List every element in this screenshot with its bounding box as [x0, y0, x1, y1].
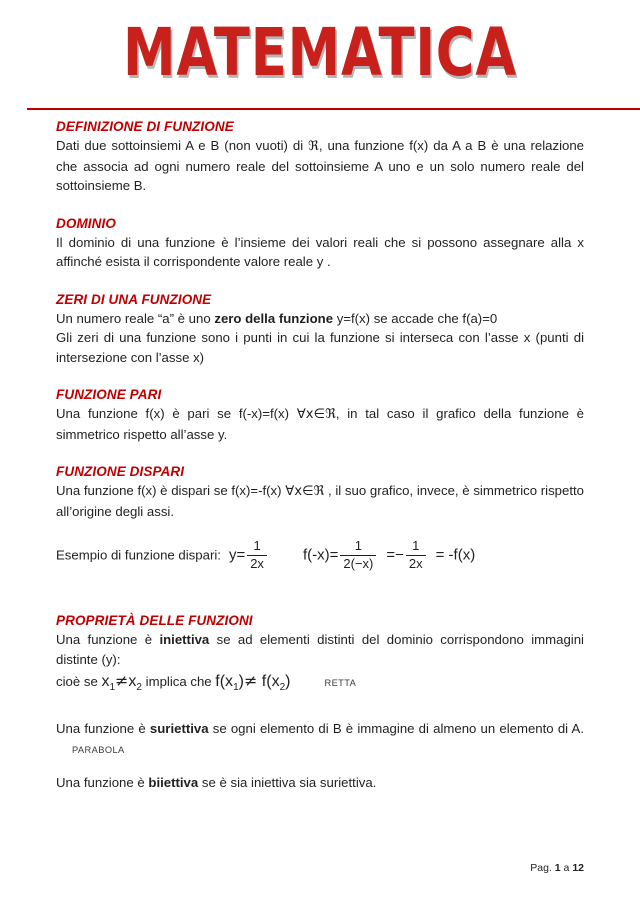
forall-x-in-reals-symbol-icon: ∀x∈ℜ	[285, 484, 325, 499]
spacer	[56, 572, 584, 612]
formula-f-x2	[257, 673, 291, 694]
fn-close: )	[238, 673, 244, 691]
real-numbers-symbol-icon: ℜ	[308, 139, 319, 154]
page-footer	[56, 862, 584, 874]
example-result: = -f(x)	[435, 546, 476, 564]
iniettiva-bold-term: iniettiva	[159, 632, 210, 648]
footer-total-pages: 12	[572, 862, 584, 874]
fraction-numerator: 1	[340, 539, 376, 556]
example-fx-label: f(-x)=	[302, 546, 339, 564]
section-zeri-di-una-funzione	[56, 291, 584, 368]
spacer	[56, 760, 584, 773]
subscript-2: 2	[279, 682, 286, 694]
fraction-numerator: 1	[247, 539, 267, 556]
not-equal-icon: ≠	[115, 671, 129, 691]
section-paragraph-funzione-dispari	[56, 481, 584, 521]
header-divider-rule	[27, 108, 640, 110]
iniettiva-pre: Una funzione è	[56, 632, 160, 648]
zeri-bold-term: zero della funzione	[214, 310, 334, 326]
pari-text-pre: Una funzione f(x) è pari se f(-x)=f(x)	[56, 406, 297, 421]
biiettiva-bold-term: biiettiva	[148, 775, 199, 791]
subscript-1: 1	[233, 682, 239, 694]
subscript-2: 2	[136, 682, 142, 694]
iniettiva-formula-row	[56, 669, 584, 700]
section-proprieta-delle-funzioni	[56, 612, 584, 700]
fraction-denominator: 2x	[250, 555, 264, 571]
formula-x1	[101, 673, 116, 694]
zeri-line1-post: y=f(x) se accade che f(a)=0	[333, 310, 498, 326]
definizione-text-pre: Dati due sottoinsiemi A e B (non vuoti) di	[56, 138, 309, 153]
document-body	[56, 118, 584, 793]
example-lhs: y=	[228, 546, 246, 564]
fn-close: )	[285, 673, 291, 691]
section-heading-dominio: DOMINIO	[56, 215, 116, 231]
spacer	[56, 521, 584, 540]
paragraph-suriettiva	[56, 719, 584, 760]
spacer	[56, 700, 584, 719]
var-x: x	[128, 673, 137, 691]
section-heading-definizione: DEFINIZIONE DI FUNZIONE	[56, 119, 234, 134]
section-dominio	[56, 215, 584, 272]
annotation-retta: RETTA	[324, 678, 357, 689]
fraction-denominator: 2(−x)	[343, 555, 374, 571]
suriettiva-post: se ogni elemento di B è immagine di almeno un elemento di A.	[208, 721, 584, 737]
spacer	[56, 272, 584, 291]
spacer	[56, 196, 584, 215]
dispari-text-post: , il suo grafico, invece, è simmetrico rispetto all’origine degli assi.	[56, 483, 585, 519]
example-equals-sign: =	[386, 546, 396, 564]
biiettiva-post: se è sia iniettiva sia suriettiva.	[198, 775, 377, 791]
section-heading-funzione-dispari: FUNZIONE DISPARI	[56, 464, 185, 479]
formula-f-x1	[215, 673, 244, 694]
iniettiva-formula-lead: cioè se	[56, 674, 102, 690]
suriettiva-pre: Una funzione è	[56, 721, 150, 737]
section-paragraph-dominio: Il dominio di una funzione è l’insieme dei valori reali che si possono assegnare alla x affinché esista il corrispondente valore reale y .	[56, 234, 584, 269]
not-equal-icon: ≠	[243, 671, 258, 691]
section-funzione-pari	[56, 386, 584, 444]
zeri-line1-pre: Un numero reale “a” è uno	[56, 310, 215, 326]
paragraph-iniettiva	[56, 630, 584, 669]
pari-text-post: , in tal caso il grafico della funzione è simmetrico rispetto all’asse y.	[56, 406, 584, 442]
example-formula-row	[56, 540, 584, 572]
fraction-numerator: 1	[406, 539, 426, 556]
fraction-one-over-2x	[247, 539, 267, 571]
fraction-denominator: 2x	[408, 555, 423, 571]
fn-open: f(x	[215, 673, 234, 691]
suriettiva-bold-term: suriettiva	[149, 721, 209, 737]
footer-current-page: 1	[554, 862, 561, 874]
biiettiva-pre: Una funzione è	[56, 775, 149, 791]
spacer	[56, 367, 584, 386]
section-funzione-dispari	[56, 463, 584, 521]
footer-middle: a	[560, 862, 573, 874]
section-paragraph-definizione	[56, 136, 584, 196]
spacer	[56, 444, 584, 463]
section-heading-proprieta: PROPRIETÀ DELLE FUNZIONI	[56, 613, 253, 629]
formula-x2	[128, 673, 142, 694]
section-paragraph-zeri-line2: Gli zeri di una funzione sono i punti in cui la funzione si interseca con l’asse x (punti di intersezione con l’asse x)	[56, 330, 584, 365]
document-title: MATEMATICA	[123, 14, 517, 91]
section-paragraph-zeri-line1	[56, 309, 584, 329]
subscript-1: 1	[109, 682, 116, 694]
fn-open: f(x	[257, 673, 280, 691]
example-minus-sign: −	[395, 546, 404, 564]
annotation-parabola: PARABOLA	[72, 744, 125, 755]
dispari-text-pre: Una funzione f(x) è dispari se f(x)=-f(x)	[56, 483, 286, 498]
section-paragraph-funzione-pari	[56, 404, 584, 444]
paragraph-biiettiva	[56, 773, 584, 793]
example-label: Esempio di funzione dispari:	[56, 547, 221, 563]
forall-x-in-reals-symbol-icon: ∀x∈ℜ	[296, 407, 336, 422]
section-definizione-di-funzione	[56, 118, 584, 196]
page-header	[0, 0, 640, 112]
iniettiva-formula-mid: implica che	[141, 674, 216, 690]
section-heading-funzione-pari: FUNZIONE PARI	[56, 387, 162, 402]
fraction-one-over-2x-negated	[406, 539, 426, 571]
var-x: x	[101, 673, 110, 691]
section-heading-zeri: ZERI DI UNA FUNZIONE	[56, 291, 212, 307]
definizione-text-post: , una funzione f(x) da A a B è una relazione che associa ad ogni numero reale del sottoinsieme A uno e un solo numero reale del sottoinsieme B.	[56, 138, 585, 193]
fraction-one-over-2-minus-x	[340, 539, 376, 571]
iniettiva-post: se ad elementi distinti del dominio corrispondono immagini distinte (y):	[56, 632, 584, 667]
footer-prefix: Pag.	[530, 862, 555, 874]
